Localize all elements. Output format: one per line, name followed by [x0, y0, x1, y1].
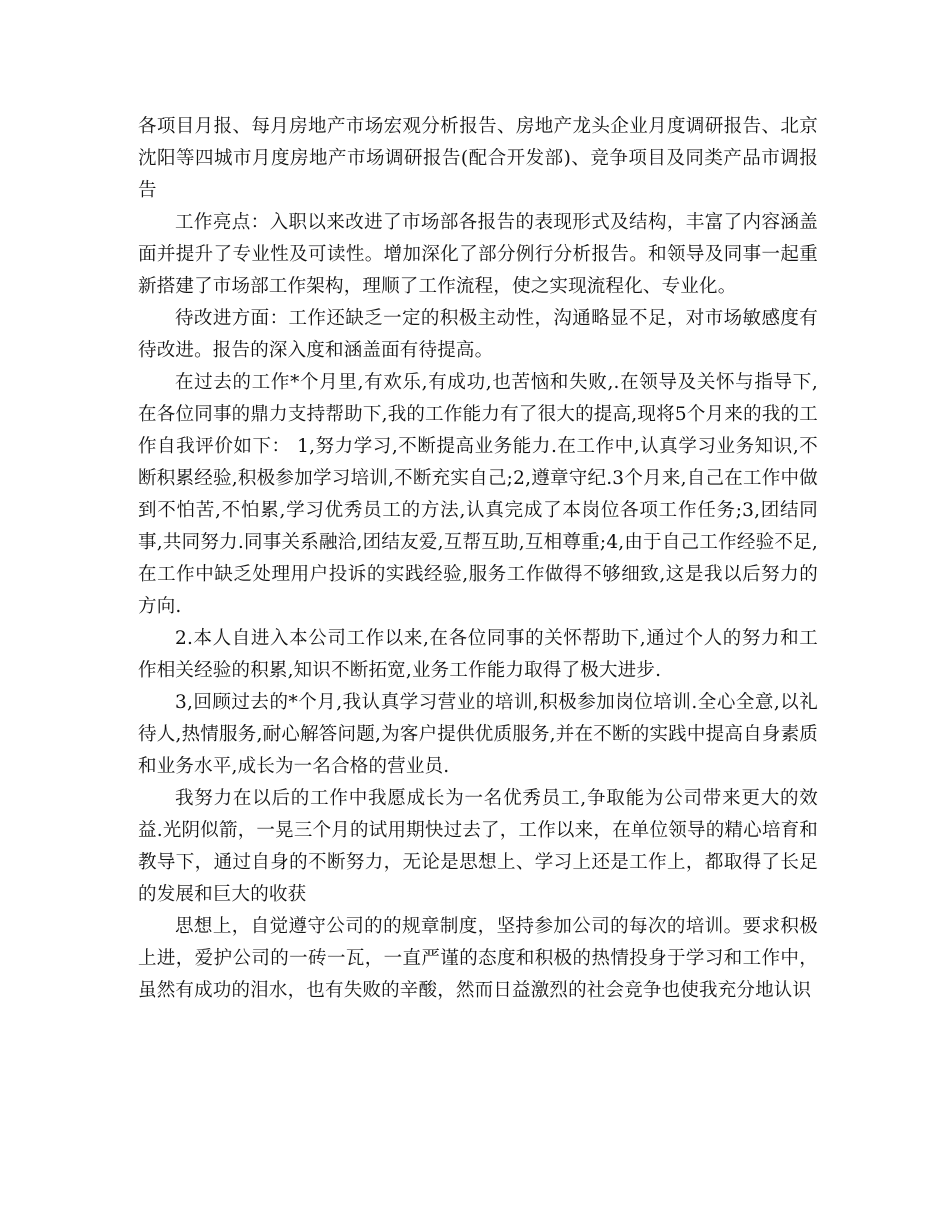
paragraph-work-highlights: 工作亮点：入职以来改进了市场部各报告的表现形式及结构，丰富了内容涵盖面并提升了专业性及可读性。增加深化了部分例行分析报告。和领导及同事一起重新搭建了市场部工作架构，理顺了工作流程，使之实现流程化、专业化。 [138, 212, 818, 297]
paragraph-future-goal: 我努力在以后的工作中我愿成长为一名优秀员工,争取能为公司带来更大的效益.光阴似箭，一晃三个月的试用期快过去了，工作以来，在单位领导的精心培育和教导下，通过自身的不断努力，无论是思想上、学习上还是工作上，都取得了长足的发展和巨大的收获 [138, 788, 818, 905]
document-body [138, 111, 818, 1007]
paragraph-progress: 2.本人自进入本公司工作以来,在各位同事的关怀帮助下,通过个人的努力和工作相关经验的积累,知识不断拓宽,业务工作能力取得了极大进步. [138, 628, 818, 681]
paragraph-improvements: 待改进方面：工作还缺乏一定的积极主动性，沟通略显不足，对市场敏感度有待改进。报告的深入度和涵盖面有待提高。 [138, 308, 818, 361]
paragraph-report-list: 各项目月报、每月房地产市场宏观分析报告、房地产龙头企业月度调研报告、北京沈阳等四城市月度房地产市场调研报告(配合开发部)、竞争项目及同类产品市调报告 [138, 116, 818, 201]
paragraph-ideology: 思想上，自觉遵守公司的的规章制度，坚持参加公司的每次的培训。要求积极上进，爱护公司的一砖一瓦，一直严谨的态度和积极的热情投身于学习和工作中，虽然有成功的泪水，也有失败的辛酸，然而日益激烈的社会竞争也使我充分地认识 [138, 916, 818, 1001]
paragraph-review: 3,回顾过去的*个月,我认真学习营业的培训,积极参加岗位培训.全心全意,以礼待人,热情服务,耐心解答问题,为客户提供优质服务,并在不断的实践中提高自身素质和业务水平,成长为一名合格的营业员. [138, 692, 818, 777]
paragraph-self-evaluation: 在过去的工作*个月里,有欢乐,有成功,也苦恼和失败,.在领导及关怀与指导下,在各位同事的鼎力支持帮助下,我的工作能力有了很大的提高,现将5个月来的我的工作自我评价如下： 1,努力学习,不断提高业务能力.在工作中,认真学习业务知识,不断积累经验,积极参加学习培训,不断充实自己;2,遵章守纪.3个月来,自己在工作中做到不怕苦,不怕累,学习优秀员工的方法,认真完成了本岗位各项工作任务;3,团结同事,共同努力.同事关系融洽,团结友爱,互帮互助,互相尊重;4,由于自己工作经验不足,在工作中缺乏处理用户投诉的实践经验,服务工作做得不够细致,这是我以后努力的方向. [138, 372, 818, 617]
